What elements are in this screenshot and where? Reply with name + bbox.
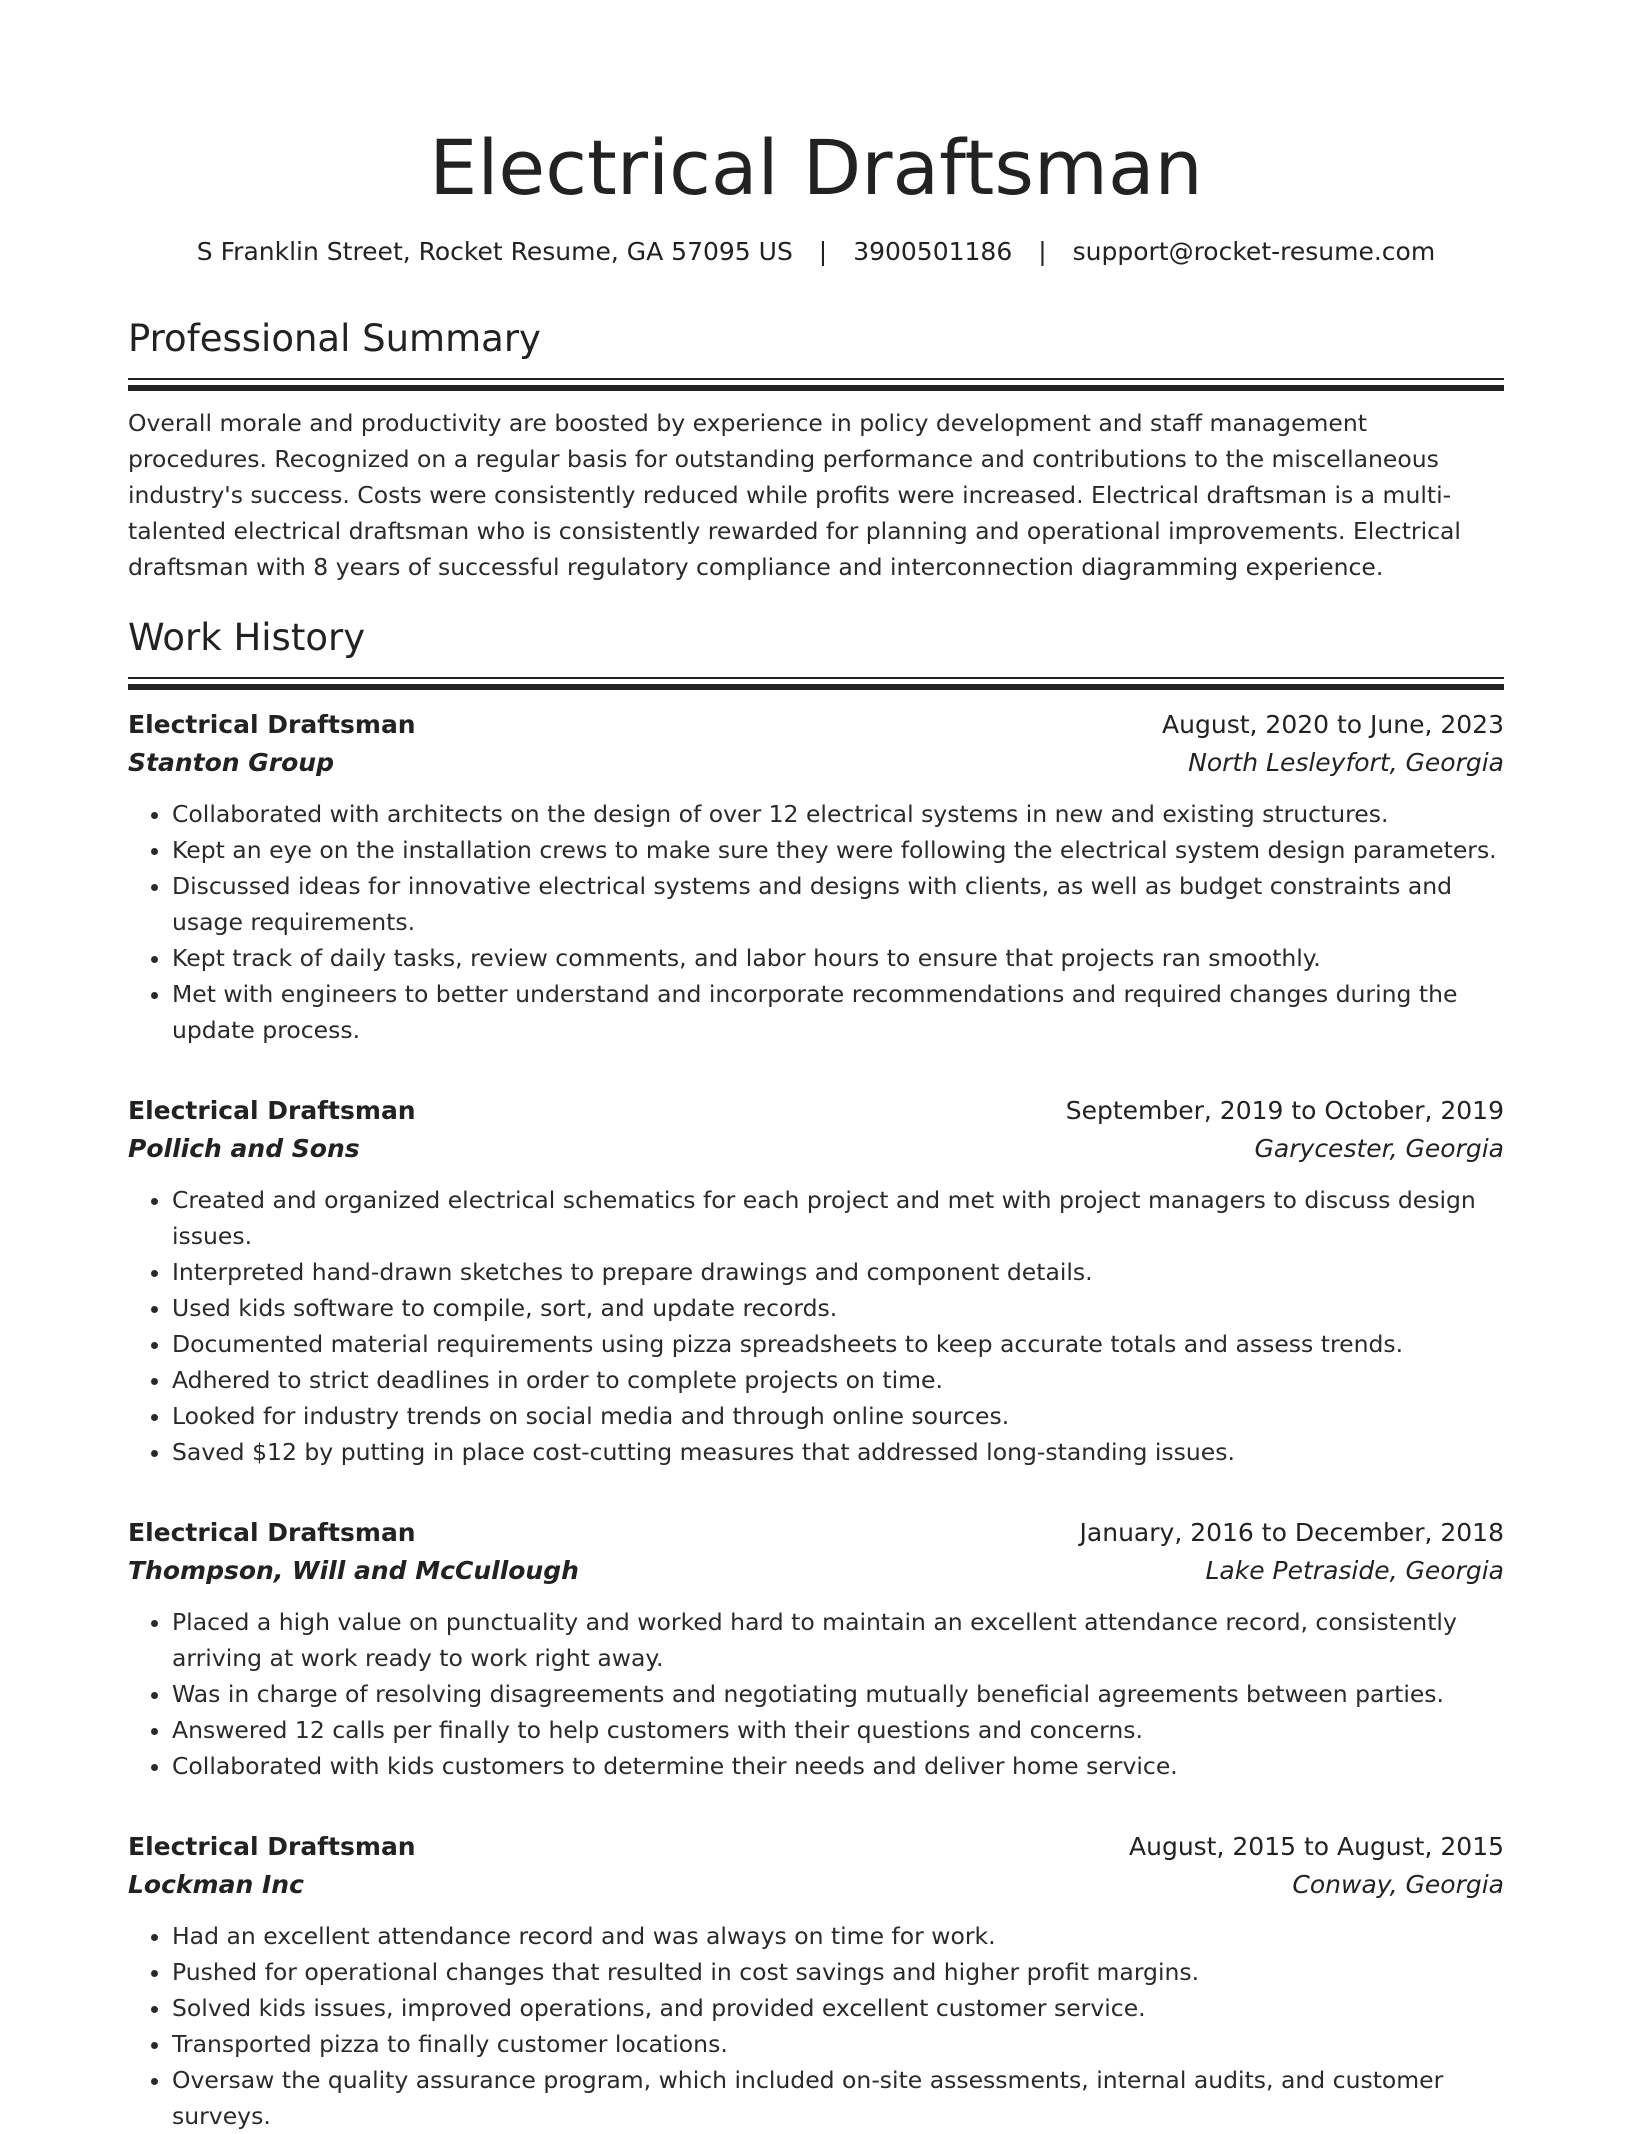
- job-duty-item: • Looked for industry trends on social media and through online sources.: [172, 1398, 1504, 1434]
- job-duty-item: • Kept an eye on the installation crews to make sure they were following the electrical system design parameters.: [172, 832, 1504, 868]
- contact-email: support@rocket-resume.com: [1072, 237, 1436, 266]
- job-entry: [128, 1828, 1504, 2134]
- job-duty-item: • Interpreted hand-drawn sketches to prepare drawings and component details.: [172, 1254, 1504, 1290]
- job-dates: August, 2015 to August, 2015: [1129, 1832, 1504, 1861]
- job-header-row: [128, 1514, 1504, 1552]
- job-duty-item: • Met with engineers to better understand and incorporate recommendations and required changes during the update process.: [172, 976, 1504, 1048]
- job-duty-item: • Had an excellent attendance record and was always on time for work.: [172, 1918, 1504, 1954]
- job-company: Pollich and Sons: [128, 1134, 360, 1163]
- job-duty-item: • Collaborated with architects on the design of over 12 electrical systems in new and existing structures.: [172, 796, 1504, 832]
- section-title-work-history: Work History: [128, 616, 366, 659]
- job-company: Lockman Inc: [128, 1870, 304, 1899]
- job-location: Garycester, Georgia: [1254, 1134, 1504, 1163]
- section-title-summary: Professional Summary: [128, 317, 541, 360]
- section-divider: [128, 677, 1504, 690]
- job-dates: January, 2016 to December, 2018: [1079, 1518, 1504, 1547]
- job-duty-item: • Kept track of daily tasks, review comments, and labor hours to ensure that projects ran smoothly.: [172, 940, 1504, 976]
- job-location: Conway, Georgia: [1292, 1870, 1504, 1899]
- job-title: Electrical Draftsman: [128, 1832, 416, 1861]
- job-entry: [128, 1092, 1504, 1470]
- contact-address: S Franklin Street, Rocket Resume, GA 57095 US: [196, 237, 793, 266]
- job-header-row: [128, 1092, 1504, 1130]
- contact-line: [128, 234, 1504, 270]
- job-header-row: [128, 706, 1504, 744]
- job-subheader-row: [128, 1552, 1504, 1590]
- job-duty-item: • Saved $12 by putting in place cost-cutting measures that addressed long-standing issues.: [172, 1434, 1504, 1470]
- resume-name: Electrical Draftsman: [429, 123, 1203, 212]
- section-divider: [128, 378, 1504, 391]
- job-duties-list: [128, 1604, 1504, 1784]
- job-location: Lake Petraside, Georgia: [1205, 1556, 1504, 1585]
- job-title: Electrical Draftsman: [128, 710, 416, 739]
- job-header-row: [128, 1828, 1504, 1866]
- job-duties-list: [128, 1182, 1504, 1470]
- work-history-section: [128, 613, 1504, 2134]
- job-title: Electrical Draftsman: [128, 1096, 416, 1125]
- job-dates: September, 2019 to October, 2019: [1065, 1096, 1504, 1125]
- job-dates: August, 2020 to June, 2023: [1162, 710, 1504, 739]
- job-duty-item: • Discussed ideas for innovative electrical systems and designs with clients, as well as budget constraints and usage requirements.: [172, 868, 1504, 940]
- job-duty-item: • Answered 12 calls per finally to help customers with their questions and concerns.: [172, 1712, 1504, 1748]
- summary-text: Overall morale and productivity are boosted by experience in policy development and staff management procedures. Recognized on a regular basis for outstanding performance and contributions to the miscellaneous industry's success. Costs were consistently reduced while profits were increased. Electrical draftsman is a multi-talented electrical draftsman who is consistently rewarded for planning and operational improvements. Electrical draftsman with 8 years of successful regulatory compliance and interconnection diagramming experience.: [128, 409, 1461, 581]
- job-duty-item: • Created and organized electrical schematics for each project and met with project managers to discuss design issues.: [172, 1182, 1504, 1254]
- job-title: Electrical Draftsman: [128, 1518, 416, 1547]
- job-duty-item: • Was in charge of resolving disagreements and negotiating mutually beneficial agreements between parties.: [172, 1676, 1504, 1712]
- contact-separator: |: [818, 237, 828, 266]
- contact-phone: 3900501186: [853, 237, 1013, 266]
- job-entry: [128, 1514, 1504, 1784]
- job-duty-item: • Oversaw the quality assurance program, which included on-site assessments, internal audits, and customer surveys.: [172, 2062, 1504, 2134]
- job-subheader-row: [128, 744, 1504, 782]
- job-duty-item: • Used kids software to compile, sort, and update records.: [172, 1290, 1504, 1326]
- job-duty-item: • Pushed for operational changes that resulted in cost savings and higher profit margins.: [172, 1954, 1504, 1990]
- job-subheader-row: [128, 1130, 1504, 1168]
- job-duties-list: [128, 796, 1504, 1048]
- job-company: Stanton Group: [128, 748, 334, 777]
- professional-summary-section: [128, 314, 1504, 585]
- job-duties-list: [128, 1918, 1504, 2134]
- job-duty-item: • Adhered to strict deadlines in order to complete projects on time.: [172, 1362, 1504, 1398]
- job-duty-item: • Collaborated with kids customers to determine their needs and deliver home service.: [172, 1748, 1504, 1784]
- job-duty-item: • Placed a high value on punctuality and worked hard to maintain an excellent attendance record, consistently arriving at work ready to work right away.: [172, 1604, 1504, 1676]
- job-subheader-row: [128, 1866, 1504, 1904]
- job-location: North Lesleyfort, Georgia: [1188, 748, 1504, 777]
- resume-page: [128, 0, 1504, 2134]
- contact-separator: |: [1038, 237, 1047, 266]
- job-company: Thompson, Will and McCullough: [128, 1556, 579, 1585]
- job-duty-item: • Transported pizza to finally customer locations.: [172, 2026, 1504, 2062]
- job-entry: [128, 706, 1504, 1048]
- job-duty-item: • Solved kids issues, improved operations, and provided excellent customer service.: [172, 1990, 1504, 2026]
- job-duty-item: • Documented material requirements using pizza spreadsheets to keep accurate totals and assess trends.: [172, 1326, 1504, 1362]
